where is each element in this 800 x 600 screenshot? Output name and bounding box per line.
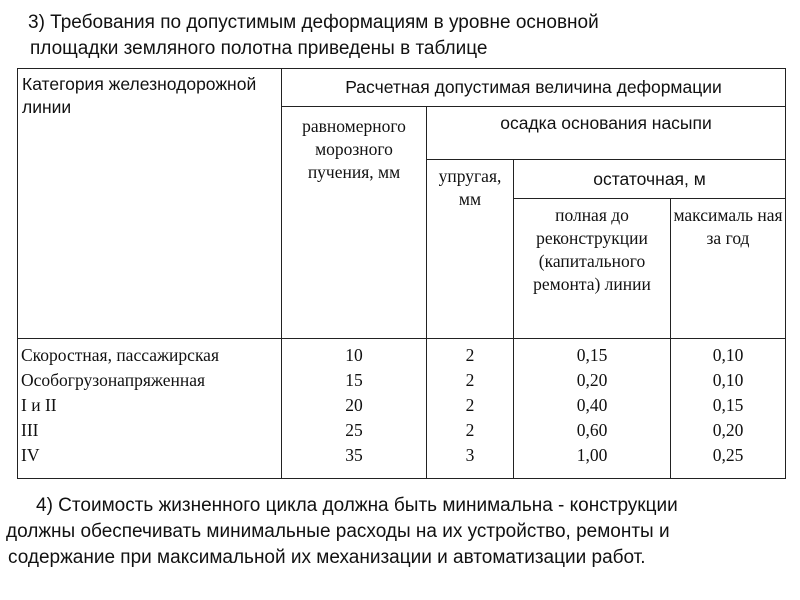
category-column bbox=[18, 339, 282, 479]
full-cell: 0,60 bbox=[576, 420, 608, 440]
paragraph-line-1: 4) Стоимость жизненного цикла должна быть минимальна - конструкции bbox=[36, 495, 678, 516]
frost-column bbox=[282, 339, 427, 479]
frost-cell: 10 bbox=[345, 345, 363, 365]
paragraph-line-2: должны обеспечивать минимальные расходы на их устройство, ремонты и bbox=[6, 521, 670, 542]
section-heading bbox=[28, 10, 728, 62]
header-full: полная до реконструкции (капитального ремонта) линии bbox=[514, 199, 671, 339]
max-year-cell: 0,20 bbox=[712, 420, 744, 440]
elastic-cell: 2 bbox=[465, 395, 475, 415]
max-year-column bbox=[671, 339, 786, 479]
category-cell: I и II bbox=[21, 395, 57, 415]
paragraph-line-3: содержание при максимальной их механизации и автоматизации работ. bbox=[8, 547, 646, 568]
frost-cell: 20 bbox=[345, 395, 363, 415]
category-cell: Скоростная, пассажирская bbox=[21, 345, 219, 365]
elastic-column bbox=[427, 339, 514, 479]
lifecycle-paragraph bbox=[6, 493, 796, 571]
full-cell: 0,15 bbox=[576, 345, 608, 365]
header-main: Расчетная допустимая величина деформации bbox=[282, 69, 786, 107]
header-elastic: упругая, мм bbox=[427, 160, 514, 339]
header-category: Категория железнодорожной линии bbox=[18, 69, 282, 339]
elastic-cell: 2 bbox=[465, 420, 475, 440]
max-year-cell: 0,15 bbox=[712, 395, 744, 415]
frost-cell: 35 bbox=[345, 445, 363, 465]
heading-line-1: 3) Требования по допустимым деформациям в уровне основной bbox=[28, 12, 599, 33]
max-year-cell: 0,10 bbox=[712, 370, 744, 390]
full-cell: 0,20 bbox=[576, 370, 608, 390]
elastic-cell: 2 bbox=[465, 370, 475, 390]
header-residual: остаточная, м bbox=[514, 160, 786, 199]
full-cell: 1,00 bbox=[576, 445, 608, 465]
header-settlement: осадка основания насыпи bbox=[427, 107, 786, 160]
frost-cell: 15 bbox=[345, 370, 363, 390]
max-year-cell: 0,10 bbox=[712, 345, 744, 365]
header-frost: равномерного морозного пучения, мм bbox=[282, 107, 427, 339]
full-column bbox=[514, 339, 671, 479]
category-cell: Особогрузонапряженная bbox=[21, 370, 206, 390]
elastic-cell: 3 bbox=[465, 445, 475, 465]
frost-cell: 25 bbox=[345, 420, 363, 440]
category-cell: III bbox=[21, 420, 39, 440]
category-cell: IV bbox=[21, 445, 40, 465]
full-cell: 0,40 bbox=[576, 395, 608, 415]
elastic-cell: 2 bbox=[465, 345, 475, 365]
deformation-table bbox=[17, 68, 786, 479]
max-year-cell: 0,25 bbox=[712, 445, 744, 465]
header-max-year: максималь ная за год bbox=[671, 199, 786, 339]
heading-line-2: площадки земляного полотна приведены в таблице bbox=[30, 38, 488, 59]
